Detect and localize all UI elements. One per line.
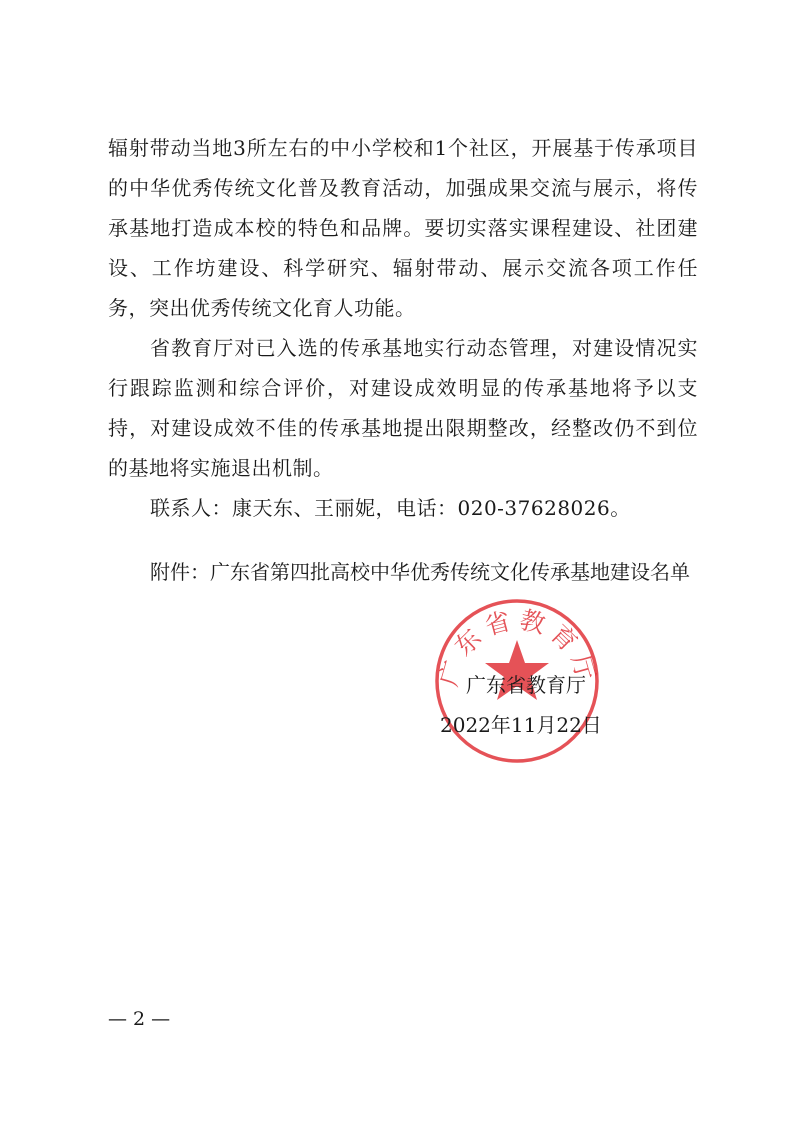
issue-date: 2022年11月22日 xyxy=(440,713,602,737)
contact-line: 联系人：康天东、王丽妮，电话：020-37628026。 xyxy=(150,496,631,520)
paragraph-management: 省教育厅对已入选的传承基地实行动态管理，对建设情况实行跟踪监测和综合评价，对建设成效明显的传承基地将予以支持，对建设成效不佳的传承基地提出限期整改，经整改仍不到位的基地将实施退出机制。 xyxy=(108,336,698,480)
attachment-line: 附件：广东省第四批高校中华优秀传统文化传承基地建设名单 xyxy=(150,560,690,584)
page-number: — 2 — xyxy=(108,1008,171,1030)
paragraph-outreach: 辐射带动当地3所左右的中小学校和1个社区，开展基于传承项目的中华优秀传统文化普及教育活动，加强成果交流与展示，将传承基地打造成本校的特色和品牌。要切实落实课程建设、社团建设、工作坊建设、科学研究、辐射带动、展示交流各项工作任务，突出优秀传统文化育人功能。 xyxy=(108,136,698,320)
body-text xyxy=(108,128,698,528)
seal-text: 广东省教育厅 xyxy=(433,604,602,690)
issuer-name: 广东省教育厅 xyxy=(466,673,586,697)
